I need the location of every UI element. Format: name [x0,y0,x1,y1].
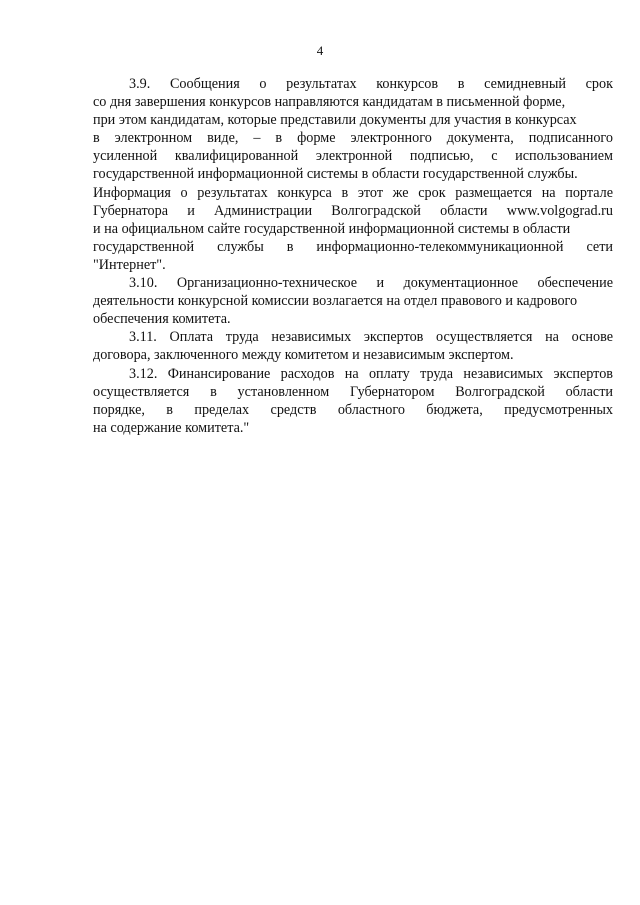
document-body [93,75,613,437]
paragraph-line: государственной службы в информационно-телекоммуникационной сети [93,238,613,255]
paragraph-3-11 [93,328,613,364]
paragraph-line: Информация о результатах конкурса в этот же срок размещается на портале [93,184,613,201]
paragraph-line: деятельности конкурсной комиссии возлагается на отдел правового и кадрового [93,293,578,310]
paragraph-line: договора, заключенного между комитетом и независимым экспертом. [93,347,514,364]
paragraph-line: "Интернет". [93,256,166,273]
paragraph-3-9 [93,75,613,274]
paragraph-line: на содержание комитета." [93,419,250,436]
paragraph-line: Губернатора и Администрации Волгоградской области www.volgograd.ru [93,202,613,219]
paragraph-line: усиленной квалифицированной электронной подписью, с использованием [93,148,613,165]
paragraph-line: и на официальном сайте государственной информационной системы в области [93,220,571,237]
paragraph-line: обеспечения комитета. [93,311,231,328]
paragraph-line: при этом кандидатам, которые представили документы для участия в конкурсах [93,112,577,129]
page-number: 4 [316,43,324,58]
paragraph-3-10 [93,274,613,328]
paragraph-line: государственной информационной системы в области государственной службы. [93,166,578,183]
paragraph-line: порядке, в пределах средств областного бюджета, предусмотренных [93,401,613,418]
paragraph-line: 3.12. Финансирование расходов на оплату труда независимых экспертов [129,365,613,382]
paragraph-line: 3.11. Оплата труда независимых экспертов осуществляется на основе [129,329,613,346]
paragraph-line: осуществляется в установленном Губернатором Волгоградской области [93,383,613,400]
paragraph-line: со дня завершения конкурсов направляются кандидатам в письменной форме, [93,94,566,111]
paragraph-line: в электронном виде, – в форме электронного документа, подписанного [93,130,613,147]
paragraph-line: 3.10. Организационно-техническое и документационное обеспечение [129,275,613,292]
paragraph-3-12 [93,365,613,437]
paragraph-line: 3.9. Сообщения о результатах конкурсов в семидневный срок [129,76,613,92]
